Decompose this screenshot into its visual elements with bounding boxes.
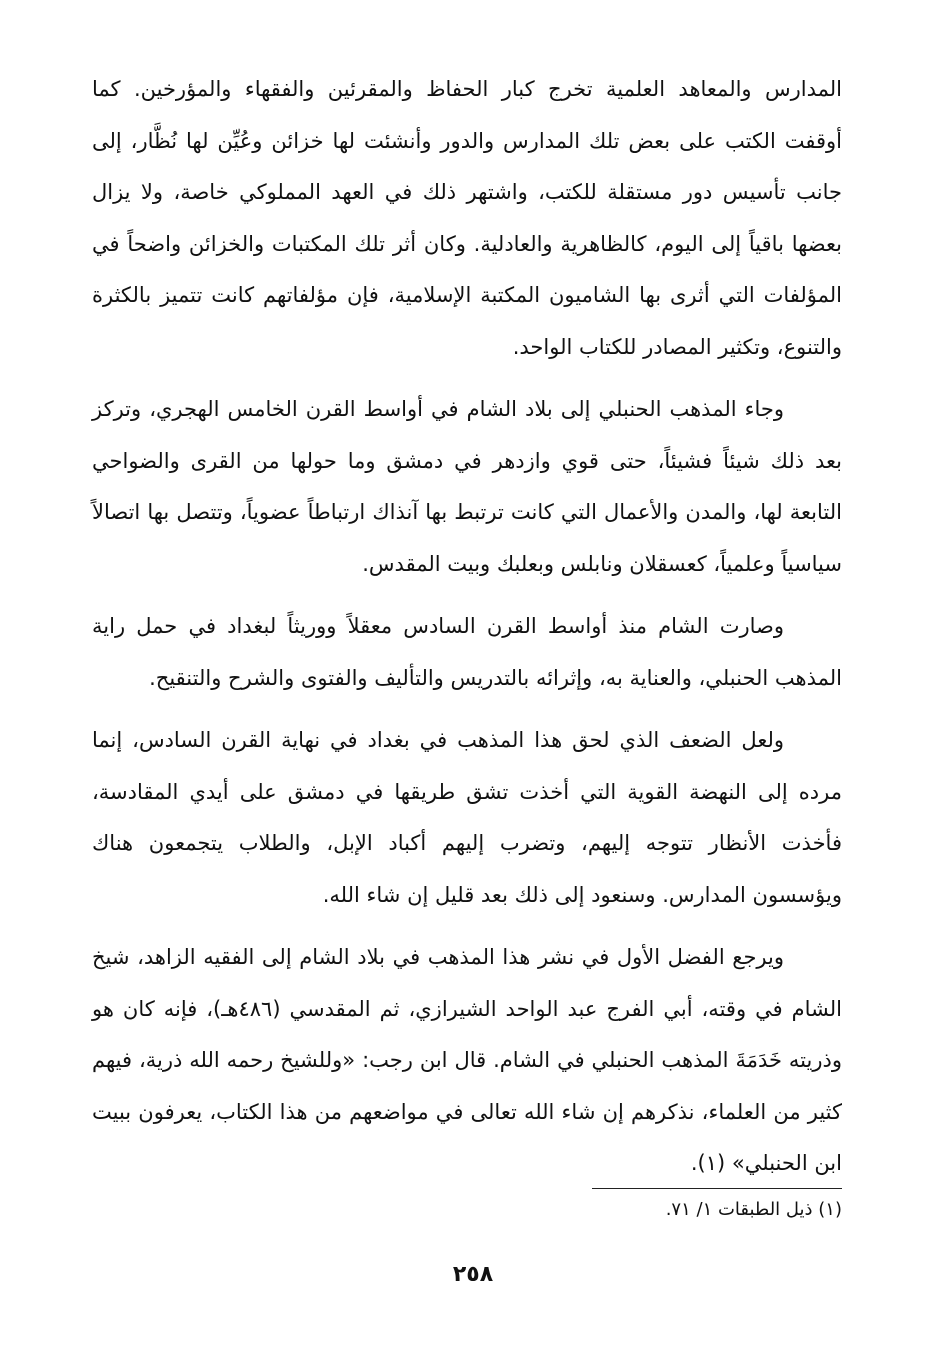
paragraph-2: وجاء المذهب الحنبلي إلى بلاد الشام في أواسط القرن الخامس الهجري، وتركز بعد ذلك شيئاً فشيئاً، حتى قوي وازدهر في دمشق وما حولها من القرى والضواحي التابعة لها، والمدن والأعمال التي كانت ترتبط بها آنذاك ارتباطاً عضوياً، وتتصل بها اتصالاً سياسياً وعلمياً، كعسقلان ونابلس وبعلبك وبيت المقدس. (92, 397, 842, 576)
paragraph-5: ويرجع الفضل الأول في نشر هذا المذهب في بلاد الشام إلى الفقيه الزاهد، شيخ الشام في وقته، أبي الفرج عبد الواحد الشيرازي، ثم المقدسي (٤٨٦هـ)، فإنه كان هو وذريته خَدَمَةَ المذهب الحنبلي في الشام. قال ابن رجب: «وللشيخ رحمه الله ذرية، فيهم كثير من العلماء، نذكرهم إن شاء الله تعالى في مواضعهم من هذا الكتاب، يعرفون ببيت ابن الحنبلي» (١). (92, 945, 842, 1175)
main-text (92, 64, 842, 1201)
page-number: ٢٥٨ (452, 1262, 494, 1287)
paragraph-3: وصارت الشام منذ أواسط القرن السادس معقلاً ووريثاً لبغداد في حمل راية المذهب الحنبلي، والعناية به، وإثرائه بالتدريس والتأليف والفتوى والشرح والتنقيح. (92, 614, 842, 690)
paragraph-1: المدارس والمعاهد العلمية تخرج كبار الحفاظ والمقرئين والفقهاء والمؤرخين. كما أوقفت الكتب على بعض تلك المدارس والدور وأنشئت لها خزائن وعُيِّن لها نُظَّار، إلى جانب تأسيس دور مستقلة للكتب، واشتهر ذلك في العهد المملوكي خاصة، ولا يزال بعضها باقياً إلى اليوم، كالظاهرية والعادلية. وكان أثر تلك المكتبات والخزائن واضحاً في المؤلفات التي أثرى بها الشاميون المكتبة الإسلامية، فإن مؤلفاتهم كانت تتميز بالكثرة والتنوع، وتكثير المصادر للكتاب الواحد. (92, 77, 842, 359)
paragraph-4: ولعل الضعف الذي لحق هذا المذهب في بغداد في نهاية القرن السادس، إنما مرده إلى النهضة القوية التي أخذت تشق طريقها في دمشق على أيدي المقادسة، فأخذت الأنظار تتوجه إليهم، وتضرب إليهم أكباد الإبل، والطلاب يتجمعون هناك ويؤسسون المدارس. وسنعود إلى ذلك بعد قليل إن شاء الله. (92, 728, 842, 907)
footnote: (١) ذيل الطبقات ١/ ٧١. (665, 1199, 842, 1220)
footnote-divider (592, 1188, 842, 1189)
